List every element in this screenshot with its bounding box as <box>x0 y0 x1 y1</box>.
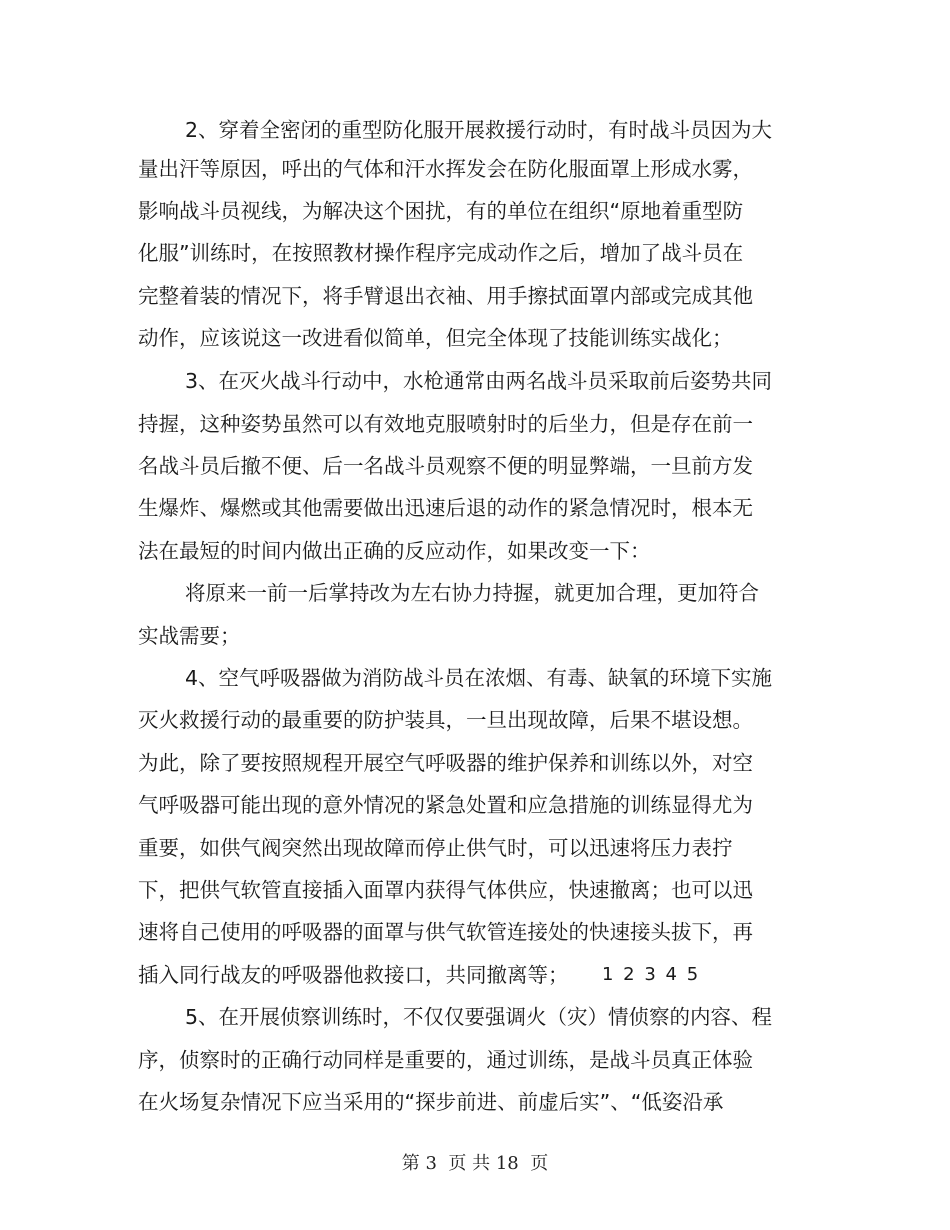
text-line: 完整着装的情况下，将手臂退出衣袖、用手擦拭面罩内部或完成其他 <box>138 284 753 308</box>
text-line: 生爆炸、爆燃或其他需要做出迅速后退的动作的紧急情况时，根本无 <box>138 496 753 520</box>
text-line: 插入同行战友的呼吸器他救接口，共同撤离等； <box>138 963 569 987</box>
text-line: 速将自己使用的呼吸器的面罩与供气软管连接处的快速接头拔下，再 <box>138 920 753 944</box>
text-line: 持握，这种姿势虽然可以有效地克服喷射时的后坐力，但是存在前一 <box>138 412 753 436</box>
text-line: 在火场复杂情况下应当采用的“探步前进、前虚后实”、“低姿沿承 <box>138 1090 724 1114</box>
text-line: 化服”训练时，在按照教材操作程序完成动作之后，增加了战斗员在 <box>138 241 744 265</box>
text-line: 灭火救援行动的最重要的防护装具，一旦出现故障，后果不堪设想。 <box>138 708 753 732</box>
text-line: 2、穿着全密闭的重型防化服开展救援行动时，有时战斗员因为大 <box>185 118 773 142</box>
text-line: 5、在开展侦察训练时，不仅仅要强调火（灾）情侦察的内容、程 <box>185 1005 773 1029</box>
text-line: 量出汗等原因，呼出的气体和汗水挥发会在防化服面罩上形成水雾， <box>138 157 753 181</box>
text-line: 3、在灭火战斗行动中，水枪通常由两名战斗员采取前后姿势共同 <box>185 369 773 393</box>
text-line: 序，侦察时的正确行动同样是重要的，通过训练，是战斗员真正体验 <box>138 1048 753 1072</box>
text-line: 气呼吸器可能出现的意外情况的紧急处置和应急措施的训练显得尤为 <box>138 793 753 817</box>
text-line: 重要，如供气阀突然出现故障而停止供气时，可以迅速将压力表拧 <box>138 836 733 860</box>
text-line: 法在最短的时间内做出正确的反应动作，如果改变一下： <box>138 539 651 563</box>
text-line: 将原来一前一后掌持改为左右协力持握，就更加合理，更加符合 <box>185 581 759 605</box>
text-line: 名战斗员后撤不便、后一名战斗员观察不便的明显弊端，一旦前方发 <box>138 454 753 478</box>
text-line: 为此，除了要按照规程开展空气呼吸器的维护保养和训练以外，对空 <box>138 751 753 775</box>
page-footer: 第 3 页 共 18 页 <box>401 1153 549 1174</box>
text-line: 影响战斗员视线，为解决这个困扰，有的单位在组织“原地着重型防 <box>138 199 744 223</box>
text-line: 4、空气呼吸器做为消防战斗员在浓烟、有毒、缺氧的环境下实施 <box>185 666 773 690</box>
stray-page-numbers: 1 2 3 4 5 <box>602 964 701 985</box>
text-line: 下，把供气软管直接插入面罩内获得气体供应，快速撤离；也可以迅 <box>138 878 753 902</box>
text-line: 动作，应该说这一改进看似简单，但完全体现了技能训练实战化； <box>138 326 733 350</box>
text-line: 实战需要； <box>138 624 241 648</box>
